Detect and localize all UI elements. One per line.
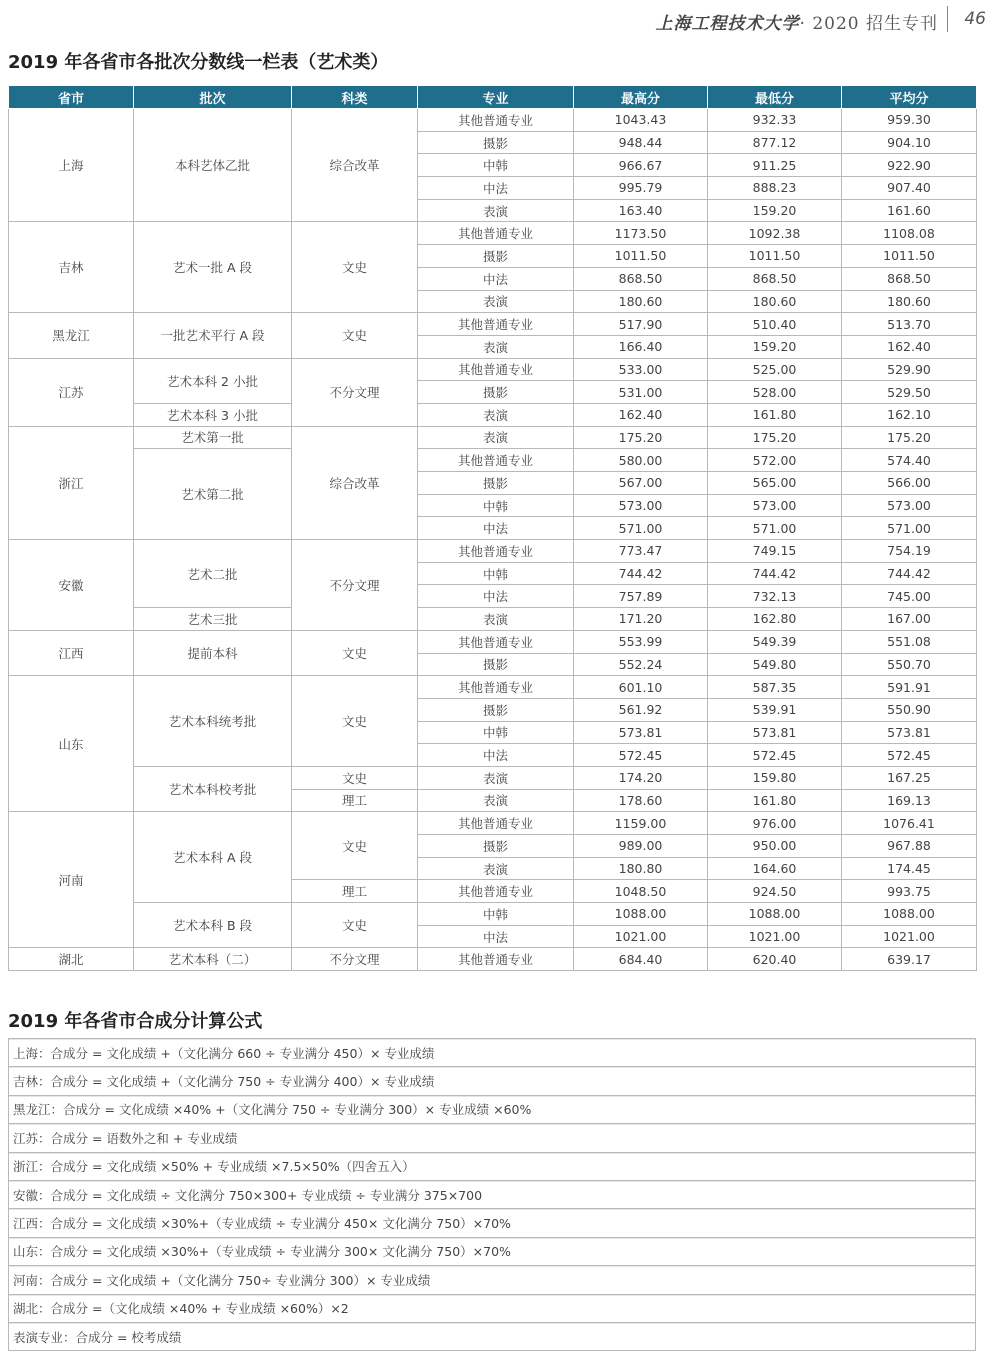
min-score-cell: 1088.00	[708, 903, 842, 926]
major-cell: 中法	[418, 267, 574, 290]
max-score-cell: 166.40	[574, 335, 708, 358]
province-cell: 山东	[9, 676, 134, 812]
min-score-cell: 868.50	[708, 267, 842, 290]
major-cell: 其他普通专业	[418, 449, 574, 472]
formula-row	[9, 1039, 976, 1067]
avg-score-cell: 169.13	[842, 789, 977, 812]
formula-row	[9, 1209, 976, 1237]
avg-score-cell: 162.10	[842, 403, 977, 426]
table-row	[9, 109, 977, 132]
max-score-cell: 175.20	[574, 426, 708, 449]
min-score-cell: 162.80	[708, 608, 842, 631]
max-score-cell: 1048.50	[574, 880, 708, 903]
major-cell: 其他普通专业	[418, 676, 574, 699]
max-score-cell: 684.40	[574, 948, 708, 971]
category-cell: 文史	[292, 222, 418, 313]
avg-score-cell: 174.45	[842, 857, 977, 880]
min-score-cell: 744.42	[708, 562, 842, 585]
max-score-cell: 573.81	[574, 721, 708, 744]
province-cell: 上海	[9, 109, 134, 222]
max-score-cell: 1011.50	[574, 245, 708, 268]
province-cell: 江西	[9, 630, 134, 675]
max-score-cell: 533.00	[574, 358, 708, 381]
batch-cell: 艺术第一批	[134, 426, 292, 449]
avg-score-cell: 162.40	[842, 335, 977, 358]
min-score-cell: 950.00	[708, 835, 842, 858]
max-score-cell: 174.20	[574, 766, 708, 789]
major-cell: 其他普通专业	[418, 109, 574, 132]
formula-text: 黑龙江：合成分 = 文化成绩 ×40% +（文化满分 750 ÷ 专业满分 300）× 专业成绩 ×60%	[9, 1095, 976, 1123]
category-cell: 文史	[292, 766, 418, 789]
avg-score-cell: 572.45	[842, 744, 977, 767]
min-score-cell: 525.00	[708, 358, 842, 381]
avg-score-cell: 993.75	[842, 880, 977, 903]
max-score-cell: 571.00	[574, 517, 708, 540]
formula-text: 江苏：合成分 = 语数外之和 + 专业成绩	[9, 1124, 976, 1152]
avg-score-cell: 551.08	[842, 630, 977, 653]
major-cell: 表演	[418, 789, 574, 812]
min-score-cell: 732.13	[708, 585, 842, 608]
major-cell: 中韩	[418, 494, 574, 517]
university-name: 上海工程技术大学	[655, 14, 800, 34]
max-score-cell: 580.00	[574, 449, 708, 472]
avg-score-cell: 1088.00	[842, 903, 977, 926]
formula-row	[9, 1180, 976, 1208]
category-cell: 不分文理	[292, 540, 418, 631]
max-score-cell: 180.60	[574, 290, 708, 313]
province-cell: 江苏	[9, 358, 134, 426]
min-score-cell: 888.23	[708, 177, 842, 200]
max-score-cell: 1088.00	[574, 903, 708, 926]
avg-score-cell: 550.90	[842, 698, 977, 721]
batch-cell: 艺术本科校考批	[134, 766, 292, 811]
min-score-cell: 549.80	[708, 653, 842, 676]
major-cell: 中法	[418, 177, 574, 200]
header-divider	[947, 6, 948, 32]
avg-score-cell: 573.81	[842, 721, 977, 744]
max-score-cell: 868.50	[574, 267, 708, 290]
max-score-cell: 552.24	[574, 653, 708, 676]
major-cell: 其他普通专业	[418, 880, 574, 903]
formula-text: 上海：合成分 = 文化成绩 +（文化满分 660 ÷ 专业满分 450）× 专业成绩	[9, 1039, 976, 1067]
min-score-cell: 159.20	[708, 199, 842, 222]
major-cell: 表演	[418, 335, 574, 358]
max-score-cell: 601.10	[574, 676, 708, 699]
category-cell: 文史	[292, 903, 418, 948]
batch-cell: 提前本科	[134, 630, 292, 675]
table-row	[9, 540, 977, 563]
major-cell: 表演	[418, 857, 574, 880]
major-cell: 中法	[418, 585, 574, 608]
avg-score-cell: 922.90	[842, 154, 977, 177]
province-cell: 浙江	[9, 426, 134, 539]
major-cell: 表演	[418, 766, 574, 789]
max-score-cell: 744.42	[574, 562, 708, 585]
score-table-header-row	[9, 86, 977, 109]
avg-score-cell: 566.00	[842, 472, 977, 495]
table-row	[9, 426, 977, 449]
col-header-batch: 批次	[134, 86, 292, 109]
province-cell: 安徽	[9, 540, 134, 631]
major-cell: 摄影	[418, 653, 574, 676]
province-cell: 吉林	[9, 222, 134, 313]
table-row	[9, 403, 977, 426]
table-row	[9, 766, 977, 789]
col-header-major: 专业	[418, 86, 574, 109]
table-row	[9, 222, 977, 245]
category-cell: 综合改革	[292, 426, 418, 539]
category-cell: 文史	[292, 630, 418, 675]
major-cell: 表演	[418, 608, 574, 631]
max-score-cell: 180.80	[574, 857, 708, 880]
batch-cell: 艺术本科 A 段	[134, 812, 292, 903]
formula-row	[9, 1067, 976, 1095]
min-score-cell: 161.80	[708, 403, 842, 426]
max-score-cell: 572.45	[574, 744, 708, 767]
avg-score-cell: 571.00	[842, 517, 977, 540]
formula-text: 河南：合成分 = 文化成绩 +（文化满分 750÷ 专业满分 300）× 专业成绩	[9, 1266, 976, 1294]
max-score-cell: 531.00	[574, 381, 708, 404]
major-cell: 中韩	[418, 903, 574, 926]
max-score-cell: 553.99	[574, 630, 708, 653]
min-score-cell: 1021.00	[708, 925, 842, 948]
batch-cell: 艺术本科统考批	[134, 676, 292, 767]
category-cell: 不分文理	[292, 948, 418, 971]
province-cell: 湖北	[9, 948, 134, 971]
major-cell: 中法	[418, 744, 574, 767]
formula-row	[9, 1237, 976, 1265]
batch-cell: 艺术二批	[134, 540, 292, 608]
avg-score-cell: 167.00	[842, 608, 977, 631]
avg-score-cell: 1021.00	[842, 925, 977, 948]
major-cell: 摄影	[418, 381, 574, 404]
category-cell: 文史	[292, 313, 418, 358]
major-cell: 中韩	[418, 154, 574, 177]
formula-row	[9, 1266, 976, 1294]
min-score-cell: 877.12	[708, 131, 842, 154]
col-header-max: 最高分	[574, 86, 708, 109]
max-score-cell: 1043.43	[574, 109, 708, 132]
formula-text: 浙江：合成分 = 文化成绩 ×50% + 专业成绩 ×7.5×50%（四舍五入）	[9, 1152, 976, 1180]
major-cell: 其他普通专业	[418, 630, 574, 653]
min-score-cell: 573.00	[708, 494, 842, 517]
formula-text: 江西：合成分 = 文化成绩 ×30%+（专业成绩 ÷ 专业满分 450× 文化满分 750）×70%	[9, 1209, 976, 1237]
major-cell: 其他普通专业	[418, 222, 574, 245]
formula-table	[8, 1038, 976, 1351]
major-cell: 表演	[418, 403, 574, 426]
formula-text: 湖北：合成分 =（文化成绩 ×40% + 专业成绩 ×60%）×2	[9, 1294, 976, 1322]
max-score-cell: 573.00	[574, 494, 708, 517]
avg-score-cell: 744.42	[842, 562, 977, 585]
major-cell: 中法	[418, 517, 574, 540]
max-score-cell: 1173.50	[574, 222, 708, 245]
max-score-cell: 567.00	[574, 472, 708, 495]
major-cell: 摄影	[418, 245, 574, 268]
publication-brand	[656, 9, 938, 34]
max-score-cell: 1159.00	[574, 812, 708, 835]
min-score-cell: 976.00	[708, 812, 842, 835]
max-score-cell: 757.89	[574, 585, 708, 608]
formula-text: 吉林：合成分 = 文化成绩 +（文化满分 750 ÷ 专业满分 400）× 专业成绩	[9, 1067, 976, 1095]
col-header-avg: 平均分	[842, 86, 977, 109]
major-cell: 摄影	[418, 131, 574, 154]
min-score-cell: 587.35	[708, 676, 842, 699]
avg-score-cell: 907.40	[842, 177, 977, 200]
table-row	[9, 903, 977, 926]
max-score-cell: 966.67	[574, 154, 708, 177]
table-row	[9, 676, 977, 699]
min-score-cell: 161.80	[708, 789, 842, 812]
table-row	[9, 948, 977, 971]
major-cell: 摄影	[418, 472, 574, 495]
table-row	[9, 608, 977, 631]
min-score-cell: 565.00	[708, 472, 842, 495]
avg-score-cell: 529.50	[842, 381, 977, 404]
province-cell: 黑龙江	[9, 313, 134, 358]
max-score-cell: 989.00	[574, 835, 708, 858]
max-score-cell: 171.20	[574, 608, 708, 631]
category-cell: 不分文理	[292, 358, 418, 426]
avg-score-cell: 175.20	[842, 426, 977, 449]
major-cell: 中法	[418, 925, 574, 948]
min-score-cell: 510.40	[708, 313, 842, 336]
major-cell: 其他普通专业	[418, 540, 574, 563]
formula-row	[9, 1294, 976, 1322]
score-table	[8, 85, 977, 971]
min-score-cell: 924.50	[708, 880, 842, 903]
batch-cell: 艺术第二批	[134, 449, 292, 540]
min-score-cell: 159.80	[708, 766, 842, 789]
avg-score-cell: 591.91	[842, 676, 977, 699]
avg-score-cell: 180.60	[842, 290, 977, 313]
formula-text: 表演专业：合成分 = 校考成绩	[9, 1322, 976, 1350]
major-cell: 中韩	[418, 562, 574, 585]
batch-cell: 艺术一批 A 段	[134, 222, 292, 313]
avg-score-cell: 167.25	[842, 766, 977, 789]
min-score-cell: 175.20	[708, 426, 842, 449]
table-row	[9, 313, 977, 336]
min-score-cell: 620.40	[708, 948, 842, 971]
max-score-cell: 995.79	[574, 177, 708, 200]
min-score-cell: 572.45	[708, 744, 842, 767]
avg-score-cell: 959.30	[842, 109, 977, 132]
min-score-cell: 932.33	[708, 109, 842, 132]
min-score-cell: 1011.50	[708, 245, 842, 268]
major-cell: 其他普通专业	[418, 812, 574, 835]
avg-score-cell: 1076.41	[842, 812, 977, 835]
batch-cell: 艺术本科 2 小批	[134, 358, 292, 403]
formula-text: 安徽：合成分 = 文化成绩 ÷ 文化满分 750×300+ 专业成绩 ÷ 专业满分 375×700	[9, 1180, 976, 1208]
avg-score-cell: 573.00	[842, 494, 977, 517]
major-cell: 摄影	[418, 698, 574, 721]
min-score-cell: 573.81	[708, 721, 842, 744]
col-header-province: 省市	[9, 86, 134, 109]
min-score-cell: 180.60	[708, 290, 842, 313]
batch-cell: 一批艺术平行 A 段	[134, 313, 292, 358]
max-score-cell: 178.60	[574, 789, 708, 812]
max-score-cell: 162.40	[574, 403, 708, 426]
avg-score-cell: 161.60	[842, 199, 977, 222]
avg-score-cell: 529.90	[842, 358, 977, 381]
min-score-cell: 539.91	[708, 698, 842, 721]
major-cell: 摄影	[418, 835, 574, 858]
publication-subtitle: · 2020 招生专刊	[799, 14, 938, 34]
min-score-cell: 911.25	[708, 154, 842, 177]
avg-score-cell: 550.70	[842, 653, 977, 676]
major-cell: 其他普通专业	[418, 358, 574, 381]
batch-cell: 本科艺体乙批	[134, 109, 292, 222]
major-cell: 其他普通专业	[418, 948, 574, 971]
avg-score-cell: 745.00	[842, 585, 977, 608]
avg-score-cell: 1011.50	[842, 245, 977, 268]
category-cell: 理工	[292, 880, 418, 903]
major-cell: 其他普通专业	[418, 313, 574, 336]
avg-score-cell: 868.50	[842, 267, 977, 290]
category-cell: 文史	[292, 812, 418, 880]
min-score-cell: 528.00	[708, 381, 842, 404]
formula-row	[9, 1322, 976, 1350]
table-row	[9, 358, 977, 381]
major-cell: 表演	[418, 290, 574, 313]
avg-score-cell: 904.10	[842, 131, 977, 154]
max-score-cell: 773.47	[574, 540, 708, 563]
batch-cell: 艺术本科 B 段	[134, 903, 292, 948]
avg-score-cell: 967.88	[842, 835, 977, 858]
table-row	[9, 449, 977, 472]
avg-score-cell: 574.40	[842, 449, 977, 472]
major-cell: 表演	[418, 426, 574, 449]
min-score-cell: 159.20	[708, 335, 842, 358]
max-score-cell: 561.92	[574, 698, 708, 721]
avg-score-cell: 1108.08	[842, 222, 977, 245]
category-cell: 综合改革	[292, 109, 418, 222]
min-score-cell: 749.15	[708, 540, 842, 563]
formula-text: 山东：合成分 = 文化成绩 ×30%+（专业成绩 ÷ 专业满分 300× 文化满分 750）×70%	[9, 1237, 976, 1265]
table-row	[9, 812, 977, 835]
major-cell: 中韩	[418, 721, 574, 744]
major-cell: 表演	[418, 199, 574, 222]
max-score-cell: 163.40	[574, 199, 708, 222]
category-cell: 文史	[292, 676, 418, 767]
score-table-title: 2019 年各省市各批次分数线一栏表（艺术类）	[8, 52, 389, 73]
province-cell: 河南	[9, 812, 134, 948]
min-score-cell: 549.39	[708, 630, 842, 653]
batch-cell: 艺术三批	[134, 608, 292, 631]
avg-score-cell: 513.70	[842, 313, 977, 336]
col-header-min: 最低分	[708, 86, 842, 109]
batch-cell: 艺术本科 3 小批	[134, 403, 292, 426]
batch-cell: 艺术本科（二）	[134, 948, 292, 971]
formula-section-title: 2019 年各省市合成分计算公式	[8, 1011, 263, 1032]
min-score-cell: 1092.38	[708, 222, 842, 245]
category-cell: 理工	[292, 789, 418, 812]
formula-row	[9, 1095, 976, 1123]
col-header-category: 科类	[292, 86, 418, 109]
max-score-cell: 1021.00	[574, 925, 708, 948]
formula-row	[9, 1152, 976, 1180]
min-score-cell: 572.00	[708, 449, 842, 472]
avg-score-cell: 754.19	[842, 540, 977, 563]
table-row	[9, 630, 977, 653]
page-number: 46	[964, 9, 986, 29]
formula-row	[9, 1124, 976, 1152]
min-score-cell: 164.60	[708, 857, 842, 880]
page-header	[0, 0, 1000, 38]
max-score-cell: 517.90	[574, 313, 708, 336]
max-score-cell: 948.44	[574, 131, 708, 154]
min-score-cell: 571.00	[708, 517, 842, 540]
avg-score-cell: 639.17	[842, 948, 977, 971]
